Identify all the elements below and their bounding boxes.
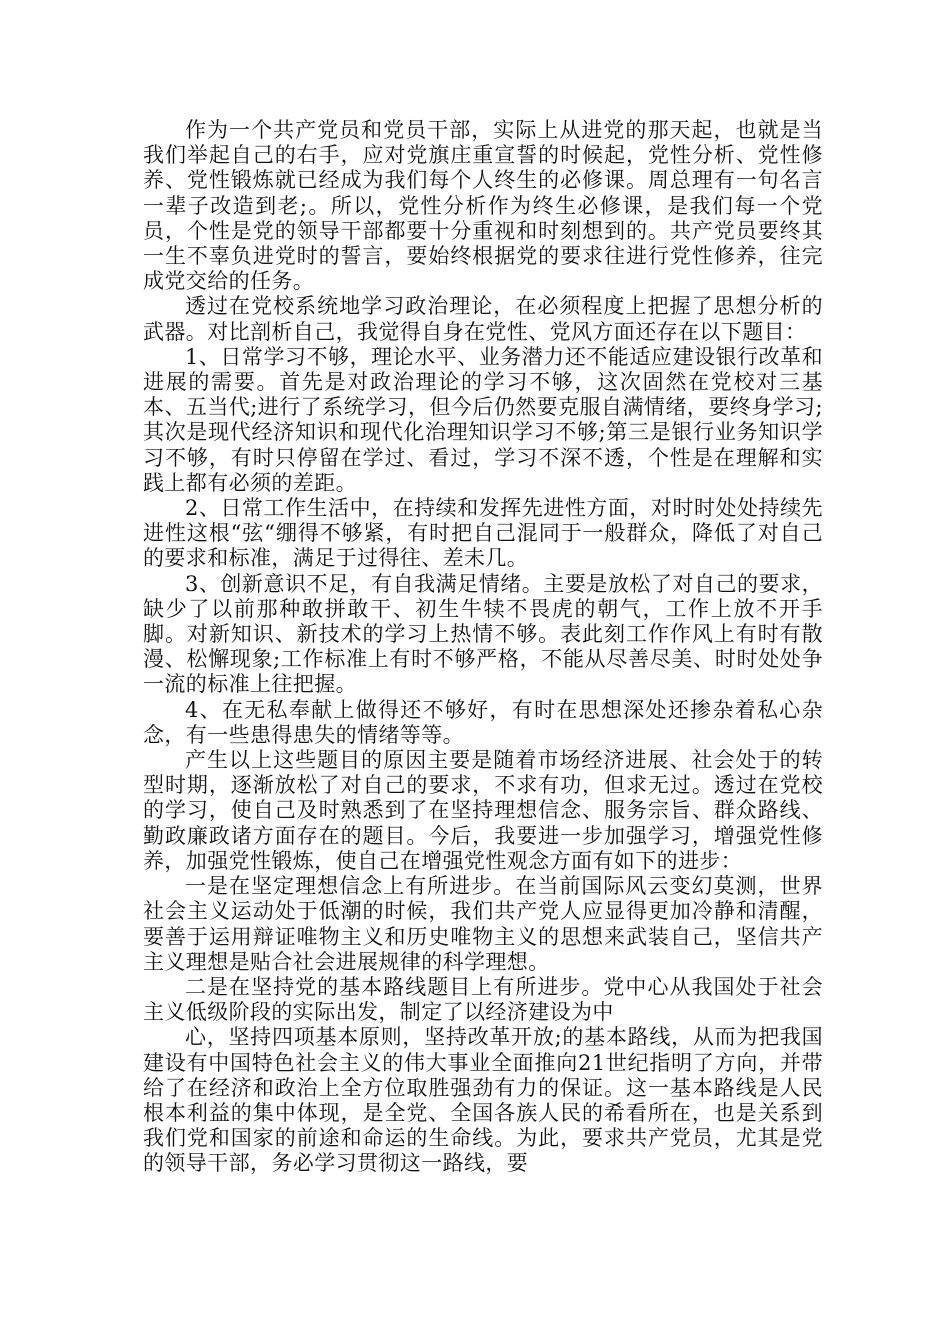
paragraph-3: 1、日常学习不够，理论水平、业务潜力还不能适应建设银行改革和进展的需要。首先是对政治理论的学习不够，这次固然在党校对三基本、五当代;进行了系统学习，但今后仍然要克服自满情绪，要终身学习;其次是现代经济知识和现代化治理知识学习不够;第三是银行业务知识学习不够，有时只停留在学过、看过，学习不深不透，个性是在理解和实践上都有必须的差距。	[143, 344, 823, 495]
paragraph-4: 2、日常工作生活中，在持续和发挥先进性方面，对时时处处持续先进性这根“弦“绷得不够紧，有时把自己混同于一般群众，降低了对自己的要求和标准，满足于过得往、差未几。	[143, 496, 823, 571]
paragraph-2: 透过在党校系统地学习政治理论，在必须程度上把握了思想分析的武器。对比剖析自己，我觉得自身在党性、党风方面还存在以下题目：	[143, 294, 823, 344]
paragraph-5: 3、创新意识不足，有自我满足情绪。主要是放松了对自己的要求，缺少了以前那种敢拼敢干、初生牛犊不畏虎的朝气，工作上放不开手脚。对新知识、新技术的学习上热情不够。表此刻工作作风上有时有散漫、松懈现象;工作标准上有时不够严格，不能从尽善尽美、时时处处争一流的标准上往把握。	[143, 571, 823, 697]
paragraph-10: 心，坚持四项基本原则，坚持改革开放;的基本路线，从而为把我国建设有中国特色社会主义的伟大事业全面推向21世纪指明了方向，并带给了在经济和政治上全方位取胜强劲有力的保证。这一基本路线是人民根本利益的集中体现，是全党、全国各族人民的希看所在，也是关系到我们党和国家的前途和命运的生命线。为此，要求共产党员，尤其是党的领导干部，务必学习贯彻这一路线，要	[143, 1025, 823, 1176]
paragraph-9: 二是在坚持党的基本路线题目上有所进步。党中心从我国处于社会主义低级阶段的实际出发，制定了以经济建设为中	[143, 974, 823, 1025]
document-body	[143, 118, 823, 1177]
paragraph-1: 作为一个共产党员和党员干部，实际上从进党的那天起，也就是当我们举起自己的右手，应对党旗庄重宣誓的时候起，党性分析、党性修养、党性锻炼就已经成为我们每个人终生的必修课。周总理有一句名言一辈子改造到老;。所以，党性分析作为终生必修课，是我们每一个党员，个性是党的领导干部都要十分重视和时刻想到的。共产党员要终其一生不辜负进党时的誓言，要始终根据党的要求往进行党性修养，往完成党交给的任务。	[143, 118, 823, 294]
paragraph-7: 产生以上这些题目的原因主要是随着市场经济进展、社会处于的转型时期，逐渐放松了对自己的要求，不求有功，但求无过。透过在党校的学习，使自己及时熟悉到了在坚持理想信念、服务宗旨、群众路线、勤政廉政诸方面存在的题目。今后，我要进一步加强学习，增强党性修养，加强党性锻炼，使自己在增强党性观念方面有如下的进步：	[143, 748, 823, 873]
paragraph-6: 4、在无私奉献上做得还不够好，有时在思想深处还掺杂着私心杂念，有一些患得患失的情绪等等。	[143, 697, 823, 747]
paragraph-8: 一是在坚定理想信念上有所进步。在当前国际风云变幻莫测，世界社会主义运动处于低潮的时候，我们共产党人应显得更加冷静和清醒，要善于运用辩证唯物主义和历史唯物主义的思想来武装自己，坚信共产主义理想是贴合社会进展规律的科学理想。	[143, 874, 823, 974]
